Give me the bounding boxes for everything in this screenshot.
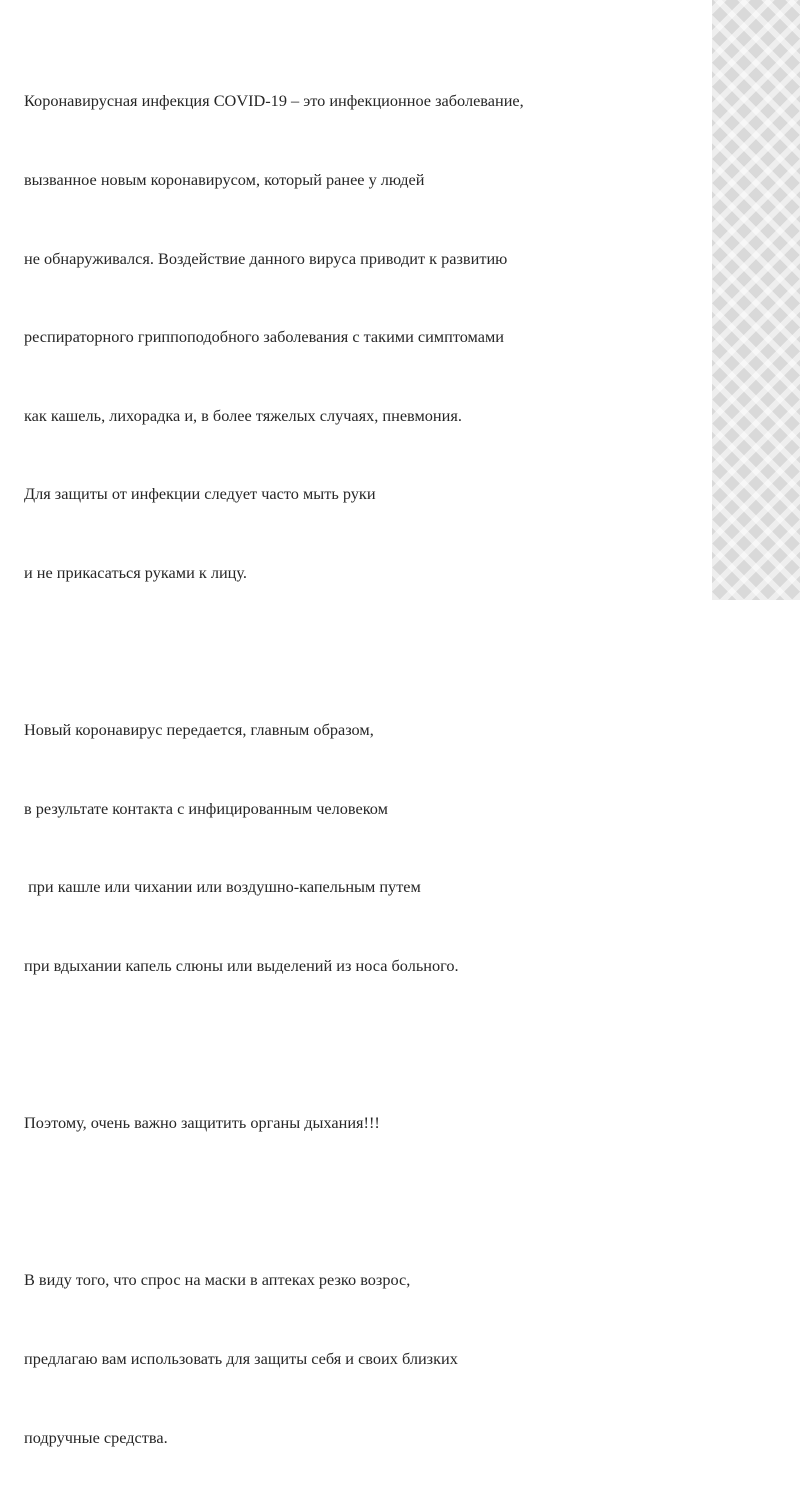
text-line: Новый коронавирус передается, главным образом, bbox=[24, 720, 374, 740]
text-line: и не прикасаться руками к лицу. bbox=[24, 562, 247, 582]
slide-body-text bbox=[24, 36, 708, 1503]
text-line: в результате контакта с инфицированным человеком bbox=[24, 798, 388, 818]
decorative-side-band bbox=[712, 0, 800, 600]
blank-line bbox=[24, 1032, 708, 1058]
text-line: предлагаю вам использовать для защиты себя и своих близких bbox=[24, 1348, 458, 1368]
text-line: при кашле или чихании или воздушно-капельным путем bbox=[24, 877, 421, 897]
text-line: респираторного гриппоподобного заболевания с такими симптомами bbox=[24, 327, 504, 347]
text-line: не обнаруживался. Воздействие данного вируса приводит к развитию bbox=[24, 248, 508, 268]
blank-line bbox=[24, 1189, 708, 1215]
text-line: Для защиты от инфекции следует часто мыть руки bbox=[24, 484, 376, 504]
text-line: Поэтому, очень важно защитить органы дыхания!!! bbox=[24, 1113, 380, 1133]
blank-line bbox=[24, 639, 708, 665]
text-line: подручные средства. bbox=[24, 1427, 168, 1447]
text-line: как кашель, лихорадка и, в более тяжелых случаях, пневмония. bbox=[24, 405, 462, 425]
text-line: вызванное новым коронавирусом, который ранее у людей bbox=[24, 170, 425, 189]
text-line: при вдыхании капель слюны или выделений из носа больного. bbox=[24, 955, 459, 975]
text-line: В виду того, что спрос на маски в аптеках резко возрос, bbox=[24, 1270, 411, 1290]
text-line: Коронавирусная инфекция COVID-19 – это инфекционное заболевание, bbox=[24, 91, 524, 111]
